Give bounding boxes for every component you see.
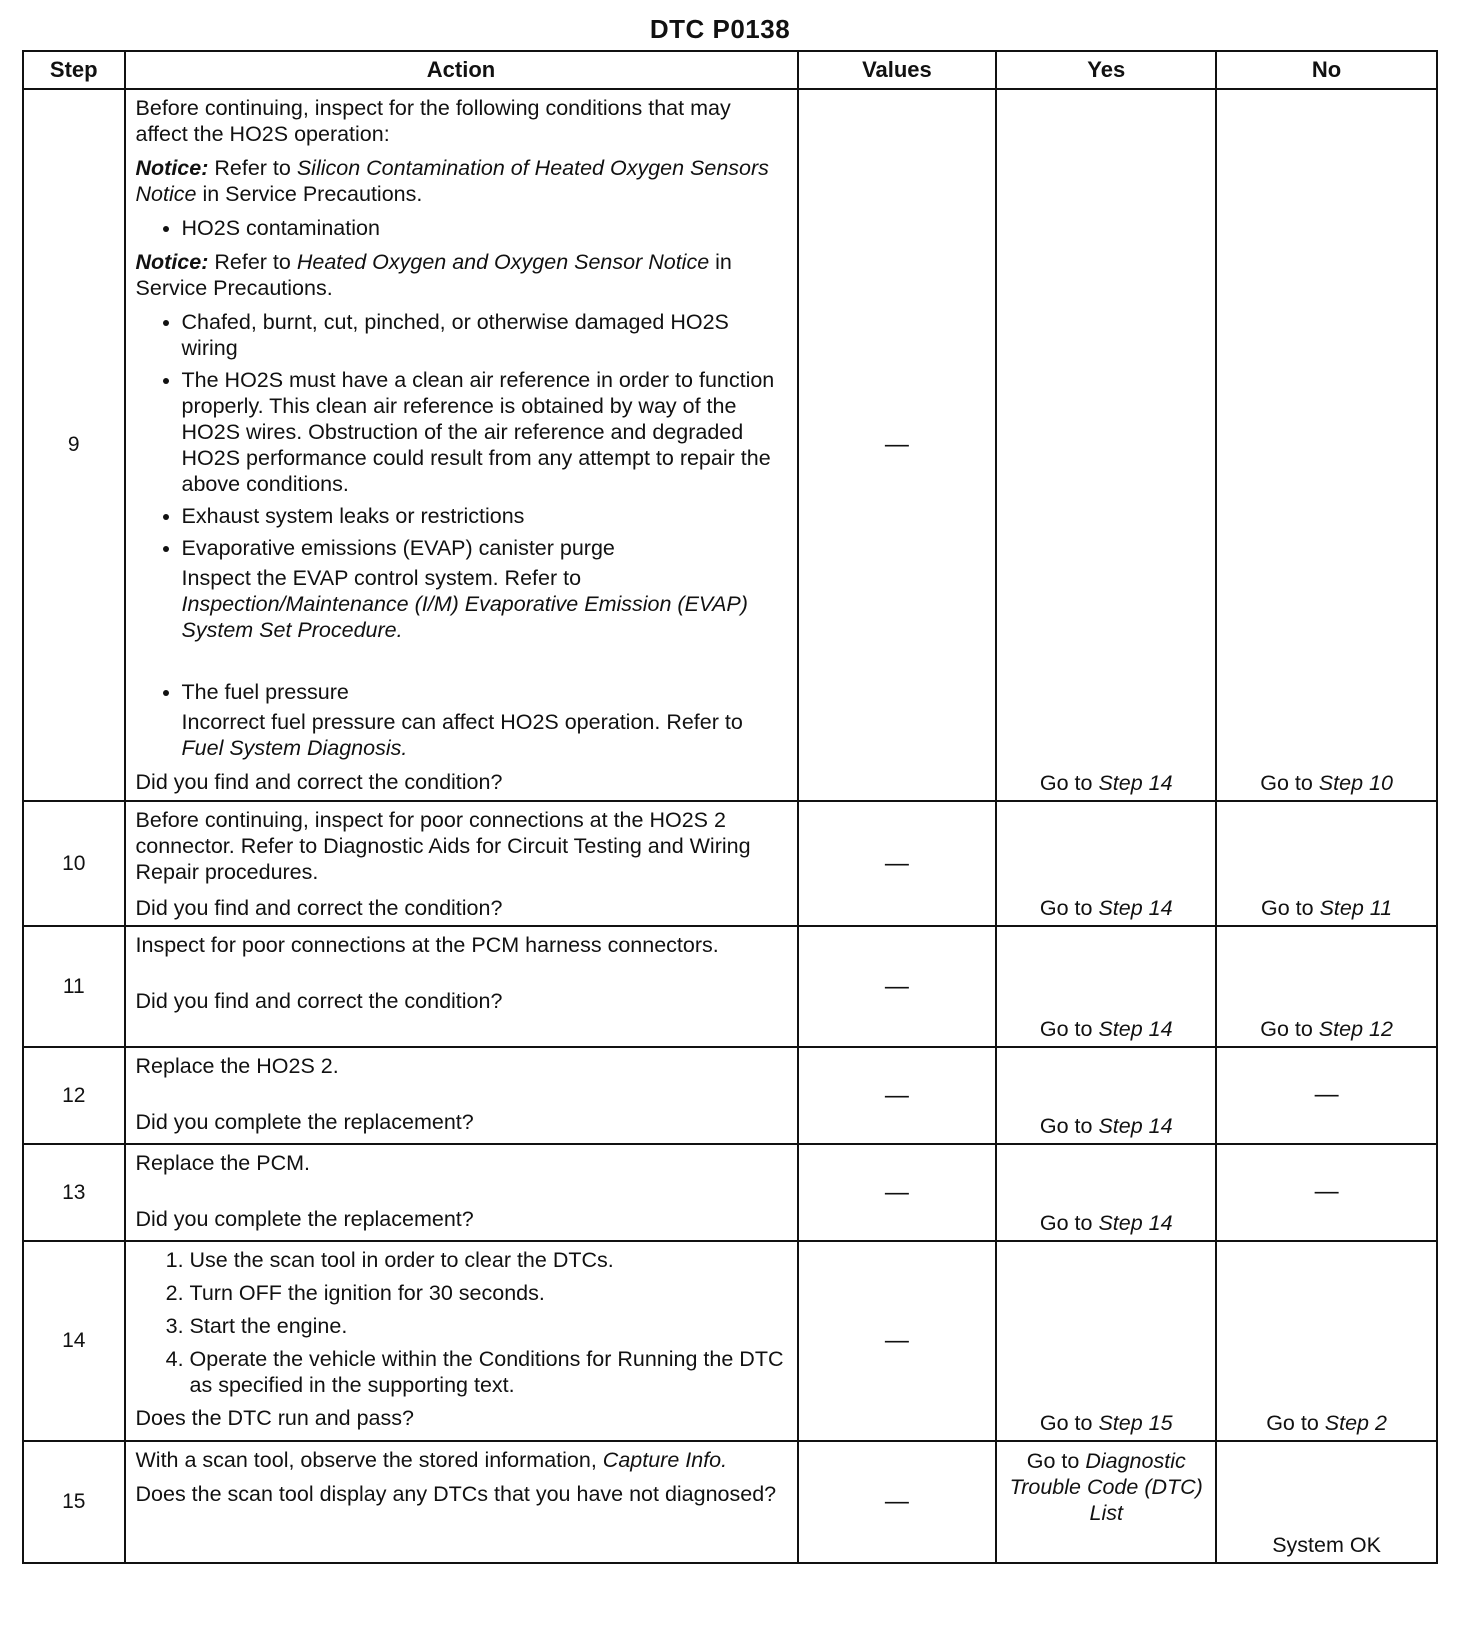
header-yes: Yes [996, 51, 1216, 89]
fuel-note: Incorrect fuel pressure can affect HO2S operation. Refer to Fuel System Diagnosis. [181, 710, 743, 760]
action-cell [125, 1441, 798, 1563]
page-title: DTC P0138 [649, 14, 791, 44]
list-item: • Evaporative emissions (EVAP) canister purge Inspect the EVAP control system. Refer to Inspection/Maintenance (I/M) Evaporative Emission (EVAP) System Set Procedure. [182, 535, 789, 673]
step-link[interactable]: Step 12 [1318, 1017, 1393, 1041]
values-cell: — [798, 801, 997, 926]
yes-cell: Go to Step 14 [996, 926, 1216, 1047]
action-cell [125, 801, 798, 926]
list-item: • Exhaust system leaks or restrictions [182, 503, 789, 529]
step-number: 13 [23, 1144, 125, 1241]
notice-1: Notice: Refer to Silicon Contamination of Heated Oxygen Sensors Notice in Service Precautions. [135, 156, 769, 206]
list-item: 1. Use the scan tool in order to clear the DTCs. [190, 1247, 789, 1273]
action-cell [125, 89, 798, 801]
diagnostic-table [22, 50, 1438, 1564]
list-item: 2. Turn OFF the ignition for 30 seconds. [190, 1280, 789, 1306]
table-row [23, 89, 1437, 801]
values-cell: — [798, 1047, 997, 1144]
condition-list [136, 309, 789, 761]
step-link[interactable]: Step 14 [1098, 1114, 1173, 1138]
yes-cell: Go to Step 15 [996, 1241, 1216, 1441]
notice-2: Notice: Refer to Heated Oxygen and Oxygen Sensor Notice in Service Precautions. [135, 250, 732, 300]
step-link[interactable]: Step 10 [1318, 771, 1393, 795]
step-link[interactable]: Step 11 [1319, 896, 1393, 920]
action-cell [125, 1047, 798, 1144]
values-cell: — [798, 89, 997, 801]
action-question: Did you find and correct the condition? [135, 989, 503, 1013]
table-row [23, 1144, 1437, 1241]
action-intro: Before continuing, inspect for the following conditions that may affect the HO2S operation: [135, 96, 731, 146]
table-row [23, 801, 1437, 926]
values-cell: — [798, 1441, 997, 1563]
yes-cell: Go to Step 14 [996, 89, 1216, 801]
yes-cell: Go to Diagnostic Trouble Code (DTC) List [996, 1441, 1216, 1563]
yes-cell: Go to Step 14 [996, 1144, 1216, 1241]
procedure-list [136, 1247, 789, 1398]
evap-note: Inspect the EVAP control system. Refer to Inspection/Maintenance (I/M) Evaporative Emission (EVAP) System Set Procedure. [181, 566, 748, 642]
procedure-reference: Inspection/Maintenance (I/M) Evaporative Emission (EVAP) System Set Procedure. [181, 592, 748, 642]
step-number: 11 [23, 926, 125, 1047]
action-text: Before continuing, inspect for poor connections at the HO2S 2 connector. Refer to Diagnostic Aids for Circuit Testing and Wiring Repair procedures. [135, 808, 751, 884]
step-number: 10 [23, 801, 125, 926]
action-cell [125, 1144, 798, 1241]
header-no: No [1216, 51, 1437, 89]
notice-reference: Heated Oxygen and Oxygen Sensor Notice [296, 250, 710, 274]
no-cell: Go to Step 10 [1216, 89, 1437, 801]
list-item: 3. Start the engine. [190, 1313, 789, 1339]
yes-cell: Go to Step 14 [996, 1047, 1216, 1144]
table-row [23, 1241, 1437, 1441]
action-cell [125, 1241, 798, 1441]
table-row [23, 1441, 1437, 1563]
values-cell: — [798, 1144, 997, 1241]
action-text: Replace the PCM. [135, 1151, 310, 1175]
header-row [23, 51, 1437, 89]
list-item: • Chafed, burnt, cut, pinched, or otherwise damaged HO2S wiring [182, 309, 789, 361]
action-text: With a scan tool, observe the stored information, Capture Info. [135, 1448, 728, 1472]
step-link[interactable]: Step 15 [1098, 1411, 1173, 1435]
notice-label: Notice: [135, 156, 209, 180]
notice-reference: Silicon Contamination of Heated Oxygen Sensors Notice [135, 156, 769, 206]
step-link[interactable]: Step 14 [1098, 896, 1173, 920]
no-cell: — [1216, 1144, 1437, 1241]
no-cell: Go to Step 12 [1216, 926, 1437, 1047]
table-row [23, 1047, 1437, 1144]
values-cell: — [798, 1241, 997, 1441]
action-text: Inspect for poor connections at the PCM harness connectors. [135, 933, 719, 957]
step-link[interactable]: Step 2 [1324, 1411, 1387, 1435]
list-item: 4. Operate the vehicle within the Conditions for Running the DTC as specified in the supporting text. [190, 1346, 789, 1398]
action-question: Did you find and correct the condition? [135, 770, 503, 794]
notice-label: Notice: [135, 250, 209, 274]
list-item: • The fuel pressure Incorrect fuel pressure can affect HO2S operation. Refer to Fuel System Diagnosis. [182, 679, 789, 761]
action-question: Did you complete the replacement? [135, 1207, 474, 1231]
list-item: • The HO2S must have a clean air reference in order to function properly. This clean air reference is obtained by way of the HO2S wires. Obstruction of the air reference and degraded HO2S performance could result from any attempt to repair the above conditions. [182, 367, 789, 497]
step-number: 9 [23, 89, 125, 801]
header-values: Values [798, 51, 997, 89]
condition-list [136, 215, 789, 241]
no-cell: System OK [1216, 1441, 1437, 1563]
values-cell: — [798, 926, 997, 1047]
step-link[interactable]: Step 14 [1098, 771, 1173, 795]
no-cell: Go to Step 11 [1216, 801, 1437, 926]
action-question: Does the DTC run and pass? [135, 1406, 414, 1430]
action-cell [125, 926, 798, 1047]
list-item: • HO2S contamination [182, 215, 789, 241]
header-step: Step [23, 51, 125, 89]
table-row [23, 926, 1437, 1047]
capture-info-reference: Capture Info. [602, 1448, 728, 1472]
action-question: Did you find and correct the condition? [135, 896, 503, 920]
header-action: Action [125, 51, 798, 89]
procedure-reference: Fuel System Diagnosis. [181, 736, 408, 760]
step-number: 15 [23, 1441, 125, 1563]
action-question: Does the scan tool display any DTCs that you have not diagnosed? [135, 1482, 777, 1506]
no-cell: — [1216, 1047, 1437, 1144]
no-cell: Go to Step 2 [1216, 1241, 1437, 1441]
step-number: 12 [23, 1047, 125, 1144]
action-text: Replace the HO2S 2. [135, 1054, 339, 1078]
step-number: 14 [23, 1241, 125, 1441]
action-question: Did you complete the replacement? [135, 1110, 474, 1134]
dtc-list-link[interactable]: Diagnostic Trouble Code (DTC) List [1009, 1449, 1203, 1525]
step-link[interactable]: Step 14 [1098, 1017, 1173, 1041]
yes-cell: Go to Step 14 [996, 801, 1216, 926]
step-link[interactable]: Step 14 [1098, 1211, 1173, 1235]
